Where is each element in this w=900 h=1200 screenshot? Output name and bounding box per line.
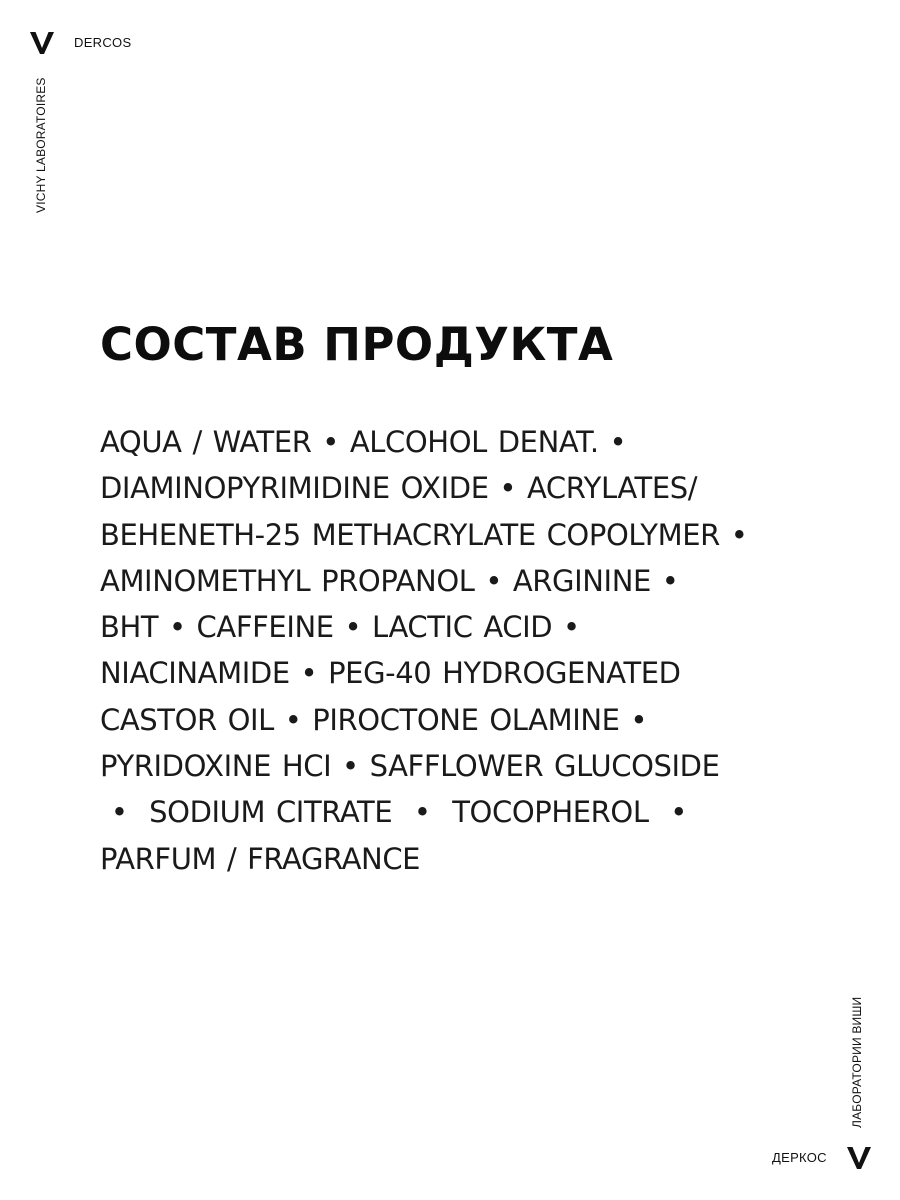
ingredient-line: PYRIDOXINE HCI • SAFFLOWER GLUCOSIDE (100, 749, 720, 784)
ingredient-line: • SODIUM CITRATE • TOCOPHEROL • (100, 795, 687, 830)
header-brand-label: DERCOS (74, 35, 132, 50)
ingredient-line: BHT • CAFFEINE • LACTIC ACID • (100, 610, 580, 645)
ingredient-line: CASTOR OIL • PIROCTONE OLAMINE • (100, 702, 648, 737)
page-title: СОСТАВ ПРОДУКТА (100, 318, 614, 371)
ingredient-line: NIACINAMIDE • PEG-40 HYDROGENATED (100, 656, 681, 691)
ingredient-line: PARFUM / FRAGRANCE (100, 841, 421, 876)
footer-vertical-label: ЛАБОРАТОРИИ ВИШИ (850, 996, 864, 1128)
header-vertical-label: VICHY LABORATOIRES (34, 77, 48, 213)
ingredient-line: BEHENETH-25 METHACRYLATE COPOLYMER • (100, 517, 748, 552)
vichy-v-logo-icon (29, 31, 55, 55)
vichy-v-logo-icon (846, 1146, 872, 1170)
footer-brand-label: ДЕРКОС (772, 1150, 827, 1165)
ingredient-line: AQUA / WATER • ALCOHOL DENAT. • (100, 425, 627, 459)
ingredient-line: DIAMINOPYRIMIDINE OXIDE • ACRYLATES/ (100, 471, 698, 506)
ingredient-line: AMINOMETHYL PROPANOL • ARGININE • (100, 563, 679, 598)
ingredients-list (100, 419, 820, 882)
